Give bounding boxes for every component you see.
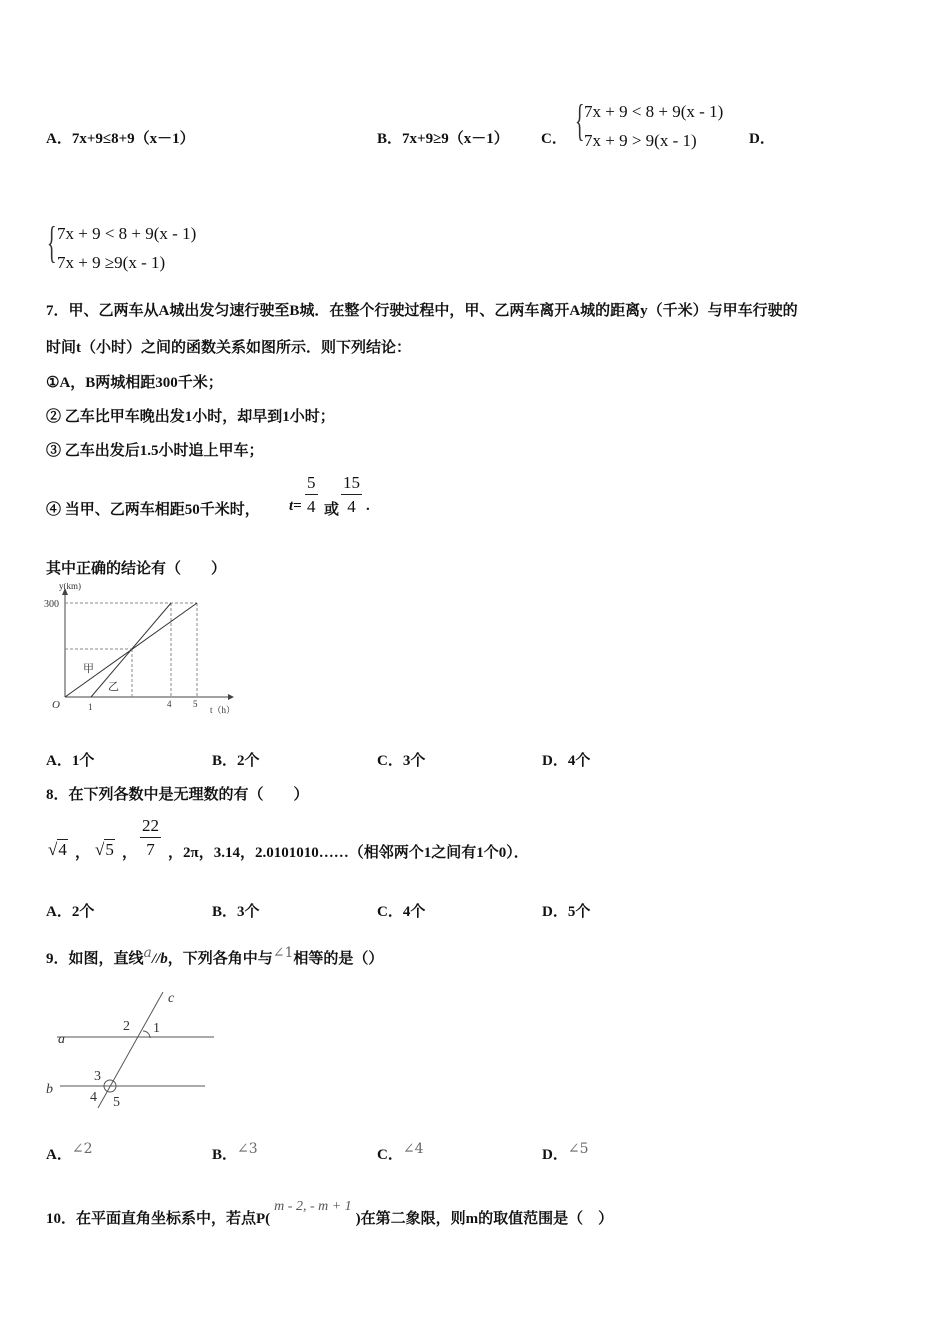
q8-option-c-label: C．: [377, 904, 403, 920]
q7-statement-4-end: .: [366, 498, 370, 514]
q7-option-d-label: D．: [542, 753, 568, 769]
q7-option-a[interactable]: [46, 749, 94, 770]
q9-option-b-label: B．: [212, 1147, 238, 1163]
q8-sqrt-4: √4: [48, 840, 67, 859]
q8-option-d-label: D．: [542, 904, 568, 920]
q7-label-yi: 乙: [108, 681, 119, 693]
q7-label-jia: 甲: [83, 663, 94, 675]
q8-fraction-denominator: 7: [146, 840, 155, 859]
q10-stem-end: )在第二象限，则m的取值范围是（ ）: [355, 1211, 614, 1227]
q9-option-d[interactable]: [542, 1143, 588, 1164]
q6-option-c-line2: 7x + 9 > 9(x - 1): [584, 131, 697, 150]
q7-statement-2: ② 乙车比甲车晚出发1小时，却早到1小时；: [46, 409, 335, 425]
q7-option-d[interactable]: [542, 749, 590, 770]
q9-label-b: b: [46, 1082, 53, 1097]
q9-label-2: 2: [123, 1019, 130, 1034]
q9-option-c-angle: ∠4: [402, 1141, 424, 1157]
q9-line-c-segment: [98, 992, 163, 1108]
q7-y-tick-300: 300: [44, 599, 59, 610]
q9-parallel-lines-figure: [40, 988, 220, 1113]
q7-x-tick-5: 5: [193, 699, 198, 709]
q6-option-d-brace: {: [47, 218, 57, 267]
q6-option-c-label[interactable]: C．: [541, 131, 567, 147]
q7-x-tick-1: 1: [88, 702, 93, 712]
q7-origin-label: O: [52, 699, 60, 711]
q9-option-c[interactable]: [377, 1143, 423, 1164]
q9-label-1: 1: [153, 1021, 160, 1036]
q7-stem-line2: 时间t（小时）之间的函数关系如图所示．则下列结论：: [46, 340, 411, 356]
q9-option-d-label: D．: [542, 1147, 568, 1163]
q8-fraction-numerator: 22: [140, 817, 161, 838]
q6-option-a[interactable]: [46, 127, 195, 148]
q9-option-b-angle: ∠3: [237, 1141, 258, 1157]
q7-statement-3: ③ 乙车出发后1.5小时追上甲车；: [46, 443, 264, 459]
q7-statement-4-t: t=: [289, 498, 302, 514]
q6-option-a-label: A．: [46, 131, 72, 147]
q8-number-list: ，2π，3.14，2.0101010……（相邻两个1之间有1个0）．: [168, 845, 529, 861]
q7-fraction-5-4-denominator: 4: [307, 497, 316, 516]
q7-fraction-5-4-numerator: 5: [305, 474, 318, 495]
q7-line-yi: [91, 603, 171, 697]
q7-option-a-label: A．: [46, 753, 72, 769]
q9-option-a-label: A．: [46, 1147, 72, 1163]
q9-option-c-label: C．: [377, 1147, 403, 1163]
q7-option-c[interactable]: [377, 749, 425, 770]
q6-option-d-line1: 7x + 9 < 8 + 9(x - 1): [57, 224, 197, 243]
q8-sqrt-5-radicand: 5: [105, 840, 114, 859]
q7-x-axis-arrow: [228, 694, 234, 700]
q9-label-c: c: [168, 991, 175, 1006]
q9-option-a-angle: ∠2: [71, 1141, 93, 1157]
q7-y-axis-label: y(km): [59, 583, 81, 591]
q8-option-c-text: 4个: [402, 904, 426, 920]
q6-option-d-line2: 7x + 9 ≥9(x - 1): [57, 253, 166, 272]
q6-option-c-brace: {: [575, 96, 585, 145]
q8-comma-2: ，: [122, 845, 138, 861]
q6-option-b[interactable]: [377, 127, 509, 148]
q7-option-c-text: 3个: [402, 753, 426, 769]
q7-statement-4-or: 或: [324, 502, 340, 518]
q8-option-a[interactable]: [46, 900, 94, 921]
q9-parallel-b: //b: [151, 951, 168, 967]
q7-question: 其中正确的结论有（ ）: [46, 561, 227, 577]
q9-label-3: 3: [94, 1069, 101, 1084]
q7-statement-4-prefix: ④ 当甲、乙两车相距50千米时，: [46, 502, 260, 518]
q7-fraction-15-4-denominator: 4: [347, 497, 356, 516]
q8-option-b-label: B．: [212, 904, 238, 920]
q8-option-a-label: A．: [46, 904, 72, 920]
q7-option-d-text: 4个: [567, 753, 591, 769]
q9-stem-prefix: 9．如图，直线: [46, 951, 144, 967]
q7-option-b[interactable]: [212, 749, 260, 770]
q7-option-b-text: 2个: [237, 753, 260, 769]
q8-option-d[interactable]: [542, 900, 590, 921]
q10-stem: [46, 1199, 614, 1228]
q7-x-axis-label: t（h）: [210, 705, 236, 715]
q8-stem: 8．在下列各数中是无理数的有（ ）: [46, 787, 309, 803]
q6-option-b-label: B．: [377, 131, 403, 147]
q9-stem-end: 相等的是（）: [293, 951, 384, 967]
q10-stem-prefix: 10．在平面直角坐标系中，若点P(: [46, 1211, 271, 1227]
q7-stem-line1: 7．甲、乙两车从A城出发匀速行驶至B城．在整个行驶过程中，甲、乙两车离开A城的距离y（千米）与甲车行驶的: [46, 303, 798, 319]
q6-option-b-text: 7x+9≥9（x－1）: [402, 131, 509, 147]
q7-fraction-5-4: [305, 474, 318, 515]
q7-option-b-label: B．: [212, 753, 238, 769]
q6-option-a-text: 7x+9≤8+9（x－1）: [71, 131, 195, 147]
q7-fraction-15-4-numerator: 15: [341, 474, 362, 495]
q9-stem: [46, 947, 383, 968]
q7-option-c-label: C．: [377, 753, 403, 769]
q6-option-d-label[interactable]: D．: [749, 131, 775, 147]
q9-angle-1: ∠1: [272, 945, 294, 961]
q8-fraction-22-7: [140, 817, 161, 858]
q9-option-a[interactable]: [46, 1143, 92, 1164]
q9-label-a: a: [58, 1032, 65, 1047]
q8-sqrt-4-radicand: 4: [58, 840, 67, 859]
q9-option-d-angle: ∠5: [567, 1141, 589, 1157]
q8-option-b[interactable]: [212, 900, 260, 921]
q8-sqrt-5: √5: [95, 840, 114, 859]
q9-label-5: 5: [113, 1095, 120, 1110]
q7-statement-1: ①A，B两城相距300千米；: [46, 375, 223, 391]
q10-coordinates: m - 2, - m + 1: [274, 1199, 352, 1214]
q8-option-a-text: 2个: [71, 904, 95, 920]
q7-x-tick-4: 4: [167, 699, 172, 709]
q9-stem-mid: ，下列各角中与: [167, 951, 273, 967]
q8-comma-1: ，: [75, 845, 91, 861]
q8-option-c[interactable]: [377, 900, 425, 921]
q9-line-a: a: [143, 945, 152, 961]
q7-fraction-15-4: [341, 474, 362, 515]
q8-option-d-text: 5个: [567, 904, 591, 920]
q8-option-b-text: 3个: [237, 904, 260, 920]
q7-option-a-text: 1个: [71, 753, 95, 769]
q7-distance-time-graph: [40, 583, 245, 719]
q9-option-b[interactable]: [212, 1143, 258, 1164]
q6-option-c-line1: 7x + 9 < 8 + 9(x - 1): [584, 102, 724, 121]
q9-label-4: 4: [90, 1090, 97, 1105]
